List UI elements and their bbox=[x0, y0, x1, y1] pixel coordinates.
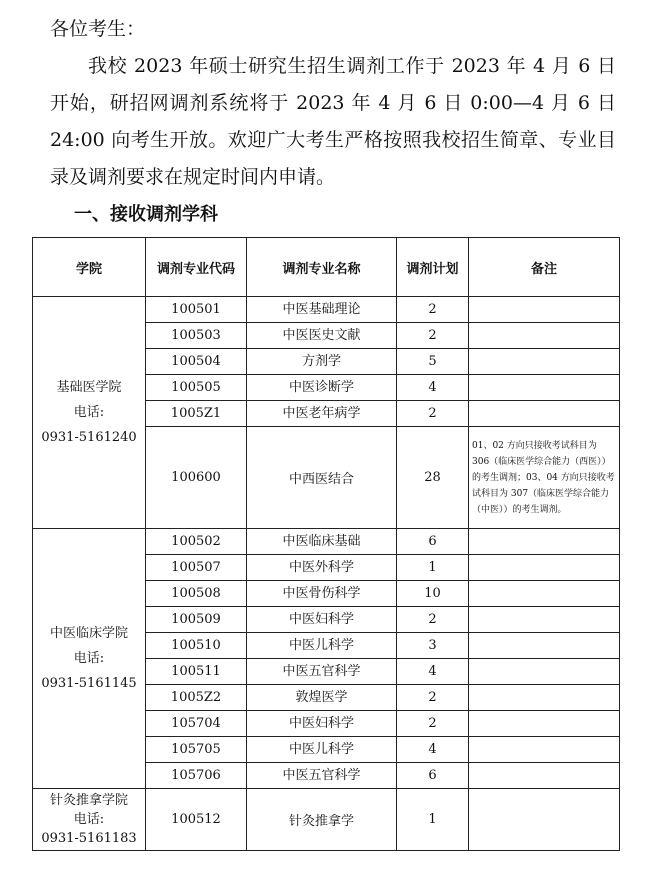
plan-cell: 1 bbox=[397, 555, 469, 581]
code-cell: 100504 bbox=[146, 349, 247, 375]
header-note: 备注 bbox=[469, 238, 620, 297]
code-cell: 100503 bbox=[146, 323, 247, 349]
table-header-row bbox=[33, 238, 620, 297]
major-cell: 中医妇科学 bbox=[247, 711, 397, 737]
code-cell: 100512 bbox=[146, 789, 247, 851]
college-name: 针灸推拿学院 bbox=[49, 793, 128, 808]
plan-cell: 3 bbox=[397, 633, 469, 659]
plan-cell: 4 bbox=[397, 737, 469, 763]
major-cell: 中医老年病学 bbox=[247, 401, 397, 427]
note-cell bbox=[469, 789, 620, 851]
college-name: 中医临床学院 bbox=[49, 626, 128, 641]
college-cell bbox=[33, 789, 146, 851]
header-plan: 调剂计划 bbox=[397, 238, 469, 297]
plan-cell: 4 bbox=[397, 375, 469, 401]
code-cell: 105705 bbox=[146, 737, 247, 763]
major-cell: 中医外科学 bbox=[247, 555, 397, 581]
code-cell: 1005Z2 bbox=[146, 685, 247, 711]
note-cell bbox=[469, 375, 620, 401]
major-cell: 中西医结合 bbox=[247, 427, 397, 529]
note-cell bbox=[469, 323, 620, 349]
college-cell bbox=[33, 297, 146, 529]
note-cell bbox=[469, 401, 620, 427]
note-cell bbox=[469, 763, 620, 789]
code-cell: 105704 bbox=[146, 711, 247, 737]
college-phone-label: 电话: bbox=[73, 812, 105, 827]
major-cell: 针灸推拿学 bbox=[247, 789, 397, 851]
code-cell: 100511 bbox=[146, 659, 247, 685]
college-cell bbox=[33, 529, 146, 789]
college-name: 基础医学院 bbox=[56, 380, 122, 395]
notice-paragraph: 我校 2023 年硕士研究生招生调剂工作于 2023 年 4 月 6 日开始，研招网调剂系统将于 2023 年 4 月 6 日 0:00—4 月 6 日 24:00 向考生开放。欢迎广大考生严格按照我校招生简章、专业目录及调剂要求在规定时间内申请。 bbox=[50, 55, 616, 188]
major-cell: 中医五官科学 bbox=[247, 763, 397, 789]
plan-cell: 6 bbox=[397, 529, 469, 555]
note-cell bbox=[469, 659, 620, 685]
college-phone-label: 电话: bbox=[73, 405, 105, 420]
plan-cell: 28 bbox=[397, 427, 469, 529]
note-cell bbox=[469, 297, 620, 323]
plan-cell: 1 bbox=[397, 789, 469, 851]
college-phone: 0931-5161145 bbox=[41, 676, 137, 691]
plan-cell: 2 bbox=[397, 401, 469, 427]
plan-cell: 4 bbox=[397, 659, 469, 685]
plan-cell: 2 bbox=[397, 685, 469, 711]
table-row bbox=[33, 297, 620, 323]
plan-cell: 2 bbox=[397, 607, 469, 633]
major-cell: 中医妇科学 bbox=[247, 607, 397, 633]
code-cell: 100510 bbox=[146, 633, 247, 659]
plan-cell: 5 bbox=[397, 349, 469, 375]
code-cell: 100507 bbox=[146, 555, 247, 581]
plan-cell: 10 bbox=[397, 581, 469, 607]
code-cell: 100501 bbox=[146, 297, 247, 323]
note-cell bbox=[469, 685, 620, 711]
note-cell bbox=[469, 427, 620, 529]
header-name: 调剂专业名称 bbox=[247, 238, 397, 297]
code-cell: 1005Z1 bbox=[146, 401, 247, 427]
note-text: 01、02 方向只接收考试科目为 306（临床医学综合能力（西医））的考生调剂；03、04 方向只接收考试科目为 307（临床医学综合能力（中医））的考生调剂。 bbox=[472, 440, 615, 515]
note-cell bbox=[469, 633, 620, 659]
table-row bbox=[33, 789, 620, 851]
note-cell bbox=[469, 349, 620, 375]
code-cell: 100600 bbox=[146, 427, 247, 529]
note-cell bbox=[469, 529, 620, 555]
code-cell: 105706 bbox=[146, 763, 247, 789]
plan-cell: 2 bbox=[397, 323, 469, 349]
note-cell bbox=[469, 737, 620, 763]
major-cell: 中医儿科学 bbox=[247, 737, 397, 763]
header-college: 学院 bbox=[33, 238, 146, 297]
major-cell: 方剂学 bbox=[247, 349, 397, 375]
code-cell: 100509 bbox=[146, 607, 247, 633]
major-cell: 中医医史文献 bbox=[247, 323, 397, 349]
major-cell: 敦煌医学 bbox=[247, 685, 397, 711]
major-cell: 中医临床基础 bbox=[247, 529, 397, 555]
major-cell: 中医基础理论 bbox=[247, 297, 397, 323]
major-cell: 中医骨伤科学 bbox=[247, 581, 397, 607]
college-phone: 0931-5161240 bbox=[41, 430, 137, 445]
college-phone: 0931-5161183 bbox=[41, 831, 137, 846]
major-cell: 中医诊断学 bbox=[247, 375, 397, 401]
section-title: 一、接收调剂学科 bbox=[74, 204, 218, 225]
header-code: 调剂专业代码 bbox=[146, 238, 247, 297]
salutation: 各位考生： bbox=[50, 18, 146, 40]
code-cell: 100508 bbox=[146, 581, 247, 607]
note-cell bbox=[469, 555, 620, 581]
code-cell: 100505 bbox=[146, 375, 247, 401]
table-row bbox=[33, 529, 620, 555]
note-cell bbox=[469, 607, 620, 633]
major-cell: 中医五官科学 bbox=[247, 659, 397, 685]
plan-cell: 2 bbox=[397, 297, 469, 323]
major-cell: 中医儿科学 bbox=[247, 633, 397, 659]
code-cell: 100502 bbox=[146, 529, 247, 555]
college-phone-label: 电话: bbox=[73, 651, 105, 666]
plan-cell: 6 bbox=[397, 763, 469, 789]
plan-cell: 2 bbox=[397, 711, 469, 737]
note-cell bbox=[469, 711, 620, 737]
note-cell bbox=[469, 581, 620, 607]
admission-table bbox=[32, 237, 620, 851]
